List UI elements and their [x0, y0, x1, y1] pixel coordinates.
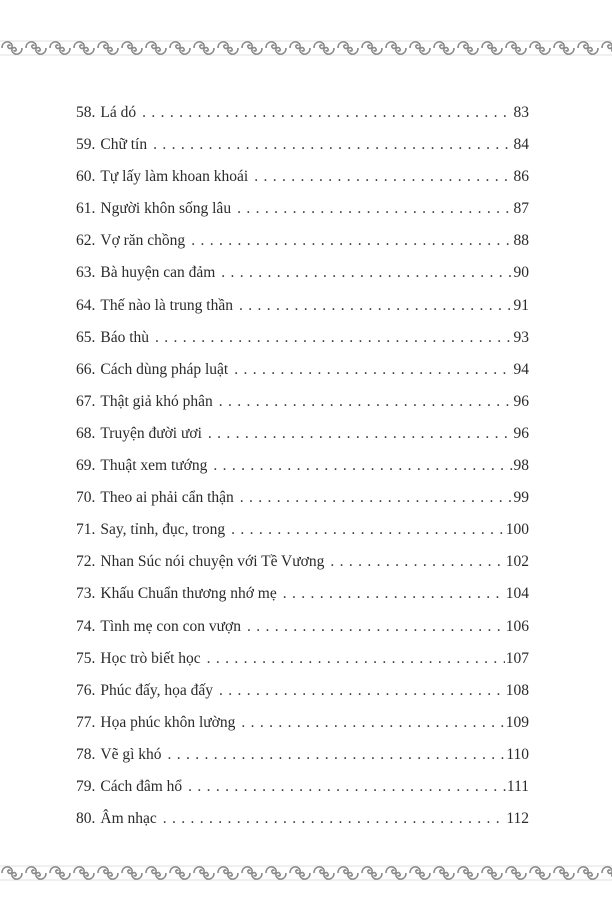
toc-dot-leader: [157, 806, 506, 832]
toc-dot-leader: [202, 421, 513, 447]
toc-entry-page-number: 100: [505, 521, 529, 539]
toc-dot-leader: [231, 196, 512, 222]
toc-entry: [76, 260, 529, 292]
toc-dot-leader: [149, 325, 512, 351]
toc-entry-title: Cách dùng pháp luật: [100, 360, 229, 378]
toc-entry: [76, 678, 529, 710]
toc-entry-page-number: 104: [505, 585, 529, 603]
toc-entry-page-number: 102: [505, 553, 529, 571]
toc-entry-title: Người khôn sống lâu: [100, 200, 232, 218]
toc-entry-title: Họa phúc khôn lường: [100, 713, 236, 731]
toc-dot-leader: [241, 614, 505, 640]
toc-entry: [76, 100, 529, 132]
toc-entry: [76, 357, 529, 389]
toc-entry-number: 74.: [76, 617, 96, 635]
toc-entry: [76, 132, 529, 164]
toc-entry-page-number: 98: [513, 457, 529, 475]
toc-dot-leader: [207, 453, 512, 479]
toc-entry-page-number: 111: [506, 777, 529, 795]
toc-entry-number: 71.: [76, 521, 96, 539]
toc-entry-title: Bà huyện can đảm: [100, 264, 216, 282]
toc-dot-leader: [213, 389, 513, 415]
toc-entry-title: Cách đâm hổ: [100, 777, 183, 795]
toc-entry-page-number: 99: [513, 489, 529, 507]
toc-entry: [76, 581, 529, 613]
toc-entry-number: 66.: [76, 360, 96, 378]
toc-entry-title: Báo thù: [100, 328, 150, 346]
toc-entry-page-number: 106: [505, 617, 529, 635]
toc-entry-number: 77.: [76, 713, 96, 731]
top-ornament-border: [0, 37, 612, 59]
toc-entry-page-number: 90: [513, 264, 529, 282]
toc-entry-page-number: 107: [505, 649, 529, 667]
table-of-contents: [76, 100, 529, 838]
toc-entry: [76, 806, 529, 838]
toc-entry-title: Truyện đười ươi: [100, 424, 202, 442]
toc-entry-title: Tự lấy làm khoan khoái: [100, 168, 249, 186]
toc-entry-number: 64.: [76, 296, 96, 314]
toc-dot-leader: [234, 485, 513, 511]
toc-entry-number: 76.: [76, 681, 96, 699]
toc-entry-page-number: 84: [513, 136, 529, 154]
toc-entry: [76, 549, 529, 581]
toc-entry-page-number: 109: [505, 713, 529, 731]
toc-entry-title: Lá dó: [100, 104, 137, 121]
toc-dot-leader: [147, 132, 512, 158]
toc-entry-number: 63.: [76, 264, 96, 282]
toc-entry-number: 62.: [76, 232, 96, 250]
toc-dot-leader: [228, 357, 512, 383]
toc-entry-number: 78.: [76, 745, 96, 763]
toc-entry-number: 75.: [76, 649, 96, 667]
toc-entry: [76, 325, 529, 357]
toc-entry-title: Thật giả khó phân: [100, 392, 213, 410]
toc-dot-leader: [201, 646, 505, 672]
toc-entry-page-number: 91: [513, 296, 529, 314]
toc-entry-number: 58.: [76, 104, 96, 121]
toc-entry: [76, 742, 529, 774]
toc-entry-title: Phúc đấy, họa đấy: [100, 681, 214, 699]
toc-entry-number: 67.: [76, 392, 96, 410]
toc-entry: [76, 164, 529, 196]
toc-entry-title: Nhan Súc nói chuyện với Tề Vương: [100, 553, 325, 571]
toc-dot-leader: [162, 742, 506, 768]
toc-entry-number: 61.: [76, 200, 96, 218]
toc-entry-page-number: 88: [513, 232, 529, 250]
toc-dot-leader: [235, 710, 504, 736]
toc-entry-number: 65.: [76, 328, 96, 346]
toc-entry: [76, 453, 529, 485]
toc-dot-leader: [185, 228, 512, 254]
toc-dot-leader: [248, 164, 512, 190]
toc-entry-page-number: 112: [506, 810, 529, 828]
toc-entry-number: 73.: [76, 585, 96, 603]
toc-dot-leader: [324, 549, 504, 575]
toc-entry-number: 80.: [76, 810, 96, 828]
toc-entry-page-number: 96: [513, 392, 529, 410]
toc-entry-number: 69.: [76, 457, 96, 475]
toc-entry-title: Say, tỉnh, đục, trong: [100, 521, 226, 539]
toc-entry-page-number: 93: [513, 328, 529, 346]
toc-entry-title: Tình mẹ con con vượn: [100, 617, 241, 635]
toc-entry-title: Âm nhạc: [100, 810, 157, 828]
toc-entry-page-number: 94: [513, 360, 529, 378]
toc-entry-number: 68.: [76, 424, 96, 442]
toc-entry-title: Khấu Chuẩn thương nhớ mẹ: [100, 585, 277, 603]
toc-dot-leader: [136, 100, 512, 126]
toc-entry-page-number: 96: [513, 424, 529, 442]
toc-entry: [76, 774, 529, 806]
toc-dot-leader: [233, 293, 513, 319]
toc-entry-page-number: 108: [505, 681, 529, 699]
toc-entry-title: Vợ răn chồng: [100, 232, 186, 250]
toc-entry-title: Chữ tín: [100, 136, 148, 154]
toc-entry-number: 79.: [76, 777, 96, 795]
toc-entry: [76, 646, 529, 678]
bottom-ornament-border: [0, 862, 612, 884]
toc-entry-title: Theo ai phải cẩn thận: [100, 489, 234, 507]
toc-entry-page-number: 87: [513, 200, 529, 218]
toc-dot-leader: [225, 517, 505, 543]
toc-entry: [76, 228, 529, 260]
toc-entry-title: Thế nào là trung thần: [100, 296, 233, 314]
toc-entry-number: 60.: [76, 168, 96, 186]
toc-dot-leader: [213, 678, 505, 704]
toc-entry-title: Học trò biết học: [100, 649, 201, 667]
toc-dot-leader: [182, 774, 506, 800]
toc-entry: [76, 196, 529, 228]
toc-entry-number: 72.: [76, 553, 96, 571]
toc-dot-leader: [215, 260, 512, 286]
toc-entry: [76, 389, 529, 421]
toc-dot-leader: [277, 581, 505, 607]
toc-entry: [76, 710, 529, 742]
toc-entry: [76, 485, 529, 517]
toc-entry-page-number: 86: [513, 168, 529, 186]
toc-entry-number: 59.: [76, 136, 96, 154]
toc-entry: [76, 517, 529, 549]
toc-entry-title: Thuật xem tướng: [100, 457, 208, 475]
toc-entry-number: 70.: [76, 489, 96, 507]
toc-entry: [76, 293, 529, 325]
toc-entry: [76, 421, 529, 453]
toc-entry-page-number: 110: [506, 745, 529, 763]
toc-entry-page-number: 83: [513, 104, 529, 121]
toc-entry: [76, 614, 529, 646]
toc-entry-title: Vẽ gì khó: [100, 745, 162, 763]
